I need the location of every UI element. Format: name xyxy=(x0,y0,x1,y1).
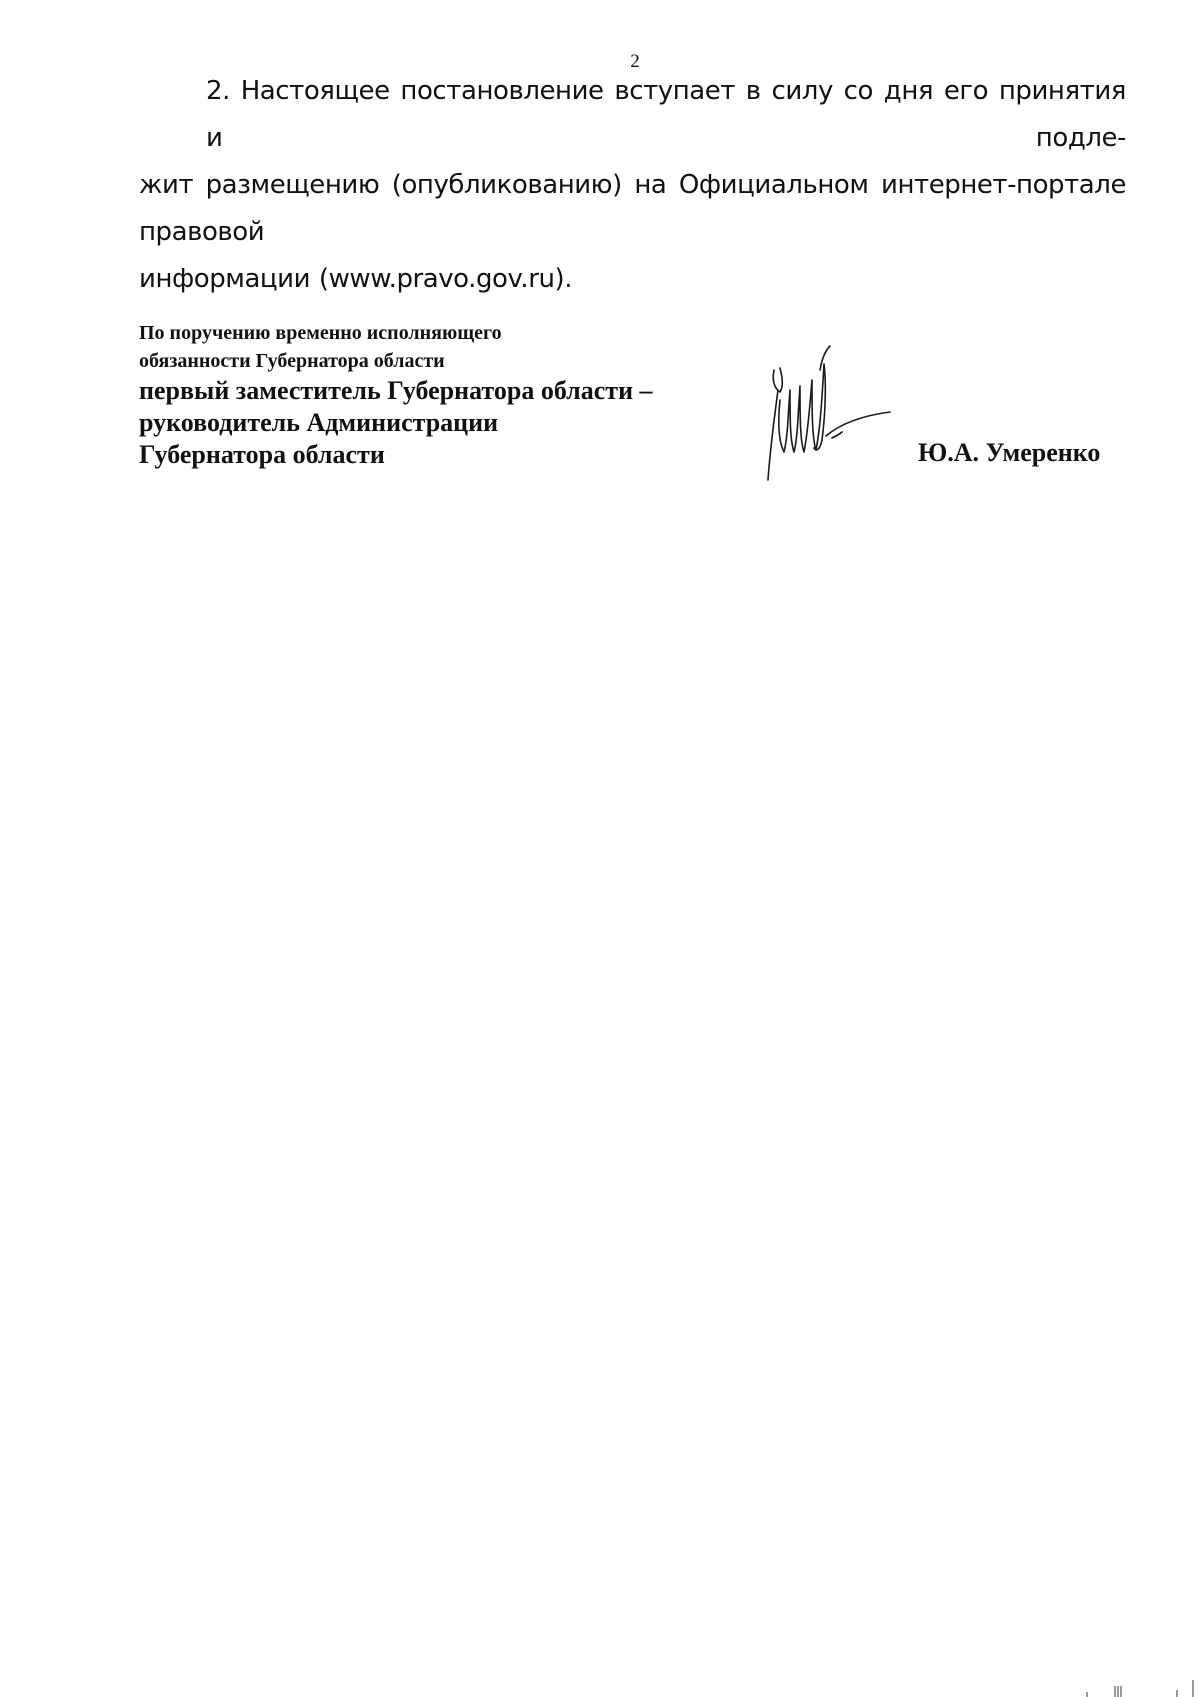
scan-edge-mark xyxy=(1085,1680,1195,1697)
authority-line: По поручению временно исполняющего xyxy=(139,322,502,344)
signer-name: Ю.А. Умеренко xyxy=(918,438,1101,467)
paragraph-line: 2. Настоящее постановление вступает в силу со дня его принятия и подле- xyxy=(206,76,1126,153)
page-number: 2 xyxy=(630,51,640,72)
position-title-line: Губернатора области xyxy=(139,440,385,469)
position-title-line: руководитель Администрации xyxy=(139,408,499,437)
clause-2-paragraph xyxy=(139,68,1126,303)
paragraph-line: жит размещению (опубликованию) на Официальном интернет-портале правовой xyxy=(139,170,1126,247)
signatory-position-block xyxy=(139,319,759,471)
paragraph-line: информации (www.pravo.gov.ru). xyxy=(139,264,573,294)
position-title-line: первый заместитель Губернатора области – xyxy=(139,376,653,405)
authority-line: обязанности Губернатора области xyxy=(139,350,445,372)
handwritten-signature xyxy=(760,340,900,490)
